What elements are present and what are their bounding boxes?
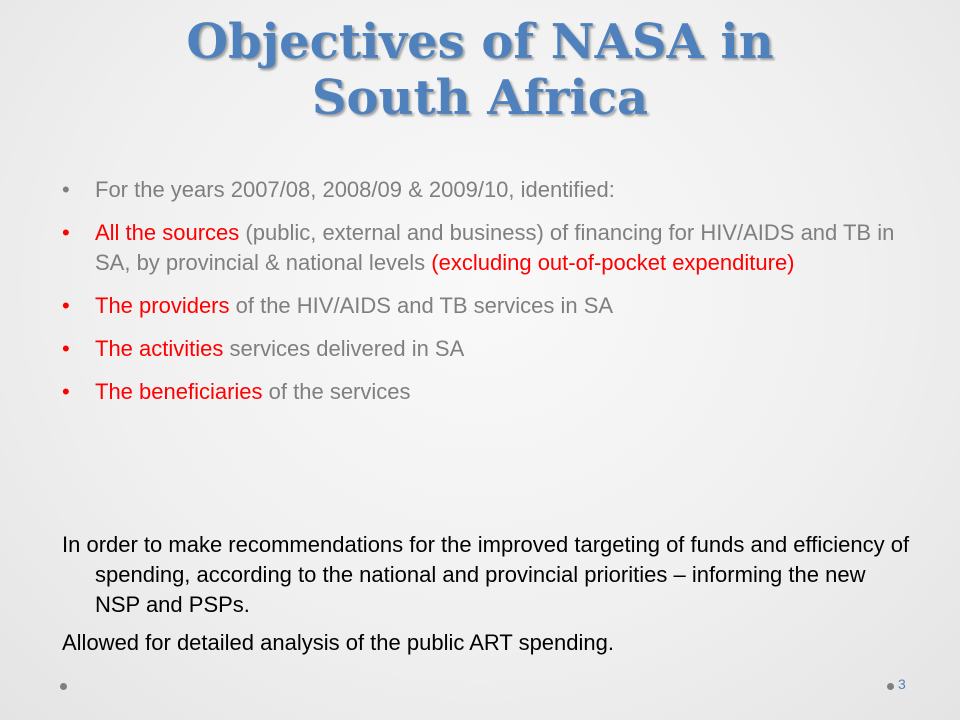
paragraph-art-analysis: Allowed for detailed analysis of the public ART spending.	[62, 630, 614, 655]
bullet-item-providers	[62, 291, 912, 321]
bullet-highlight: All the sources	[95, 220, 240, 245]
bullet-highlight: The activities	[95, 336, 224, 361]
bullet-dot-icon: •	[62, 293, 70, 318]
bullet-text: For the years 2007/08, 2008/09 & 2009/10, identified:	[95, 177, 615, 202]
bullet-text: of the services	[262, 379, 411, 404]
body-paragraphs	[62, 530, 912, 666]
page-number: 3	[898, 676, 906, 692]
bullet-dot-icon: •	[62, 220, 70, 245]
bullet-highlight: The providers	[95, 293, 230, 318]
bullet-item-sources	[62, 218, 912, 278]
footer-right-dot-icon	[887, 683, 894, 690]
bullet-highlight: The beneficiaries	[95, 379, 263, 404]
footer-left-dot-icon	[60, 683, 67, 690]
paragraph-recommendations: In order to make recommendations for the improved targeting of funds and efficiency of spending, according to the national and provincial priorities – informing the new NSP and PSPs.	[62, 532, 910, 617]
bullet-list	[62, 175, 912, 420]
slide-title	[80, 14, 880, 126]
bullet-dot-icon: •	[62, 379, 70, 404]
bullet-item-beneficiaries	[62, 377, 912, 407]
bullet-item-activities	[62, 334, 912, 364]
bullet-text: services delivered in SA	[223, 336, 465, 361]
bullet-dot-icon: •	[62, 336, 70, 361]
bullet-text: of the HIV/AIDS and TB services in SA	[229, 293, 614, 318]
bullet-highlight-note: (excluding out-of-pocket expenditure)	[431, 250, 795, 275]
slide-title-line-2: South Africa	[311, 70, 649, 126]
bullet-text: (public, external and business) of financing for HIV/AIDS and TB in SA, by provincial & national levels	[95, 220, 895, 275]
bullet-dot-icon: •	[62, 177, 70, 202]
slide-title-line-1: Objectives of NASA in	[186, 14, 774, 70]
bullet-item-years	[62, 175, 912, 205]
